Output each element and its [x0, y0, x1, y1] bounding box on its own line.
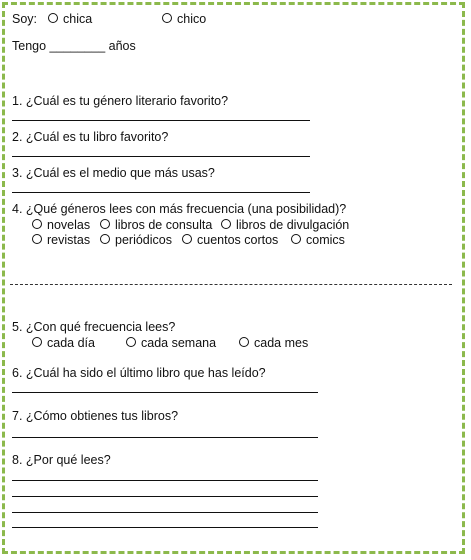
q4-option-label: novelas	[47, 218, 91, 232]
question-5: 5. ¿Con qué frecuencia lees?	[12, 320, 176, 334]
answer-line-1[interactable]	[12, 120, 310, 121]
question-2: 2. ¿Cuál es tu libro favorito?	[12, 130, 169, 144]
answer-line-3[interactable]	[12, 192, 310, 193]
q4-option-comics[interactable]	[291, 233, 345, 248]
question-7: 7. ¿Cómo obtienes tus libros?	[12, 409, 179, 423]
q5-option-cada-mes[interactable]	[239, 336, 308, 351]
question-8: 8. ¿Por qué lees?	[12, 453, 111, 467]
q4-option-novelas[interactable]	[32, 218, 90, 233]
radio-circle-icon[interactable]	[100, 234, 110, 244]
q4-option-cuentos-cortos[interactable]	[182, 233, 278, 248]
q4-option-label: libros de consulta	[115, 218, 213, 232]
answer-line-8a[interactable]	[12, 480, 318, 481]
answer-line-6[interactable]	[12, 392, 318, 393]
answer-line-2[interactable]	[12, 156, 310, 157]
radio-circle-icon[interactable]	[48, 13, 58, 23]
q5-option-label: cada semana	[141, 336, 217, 350]
radio-circle-icon[interactable]	[100, 219, 110, 229]
option-chico-label: chico	[177, 12, 207, 26]
question-3: 3. ¿Cuál es el medio que más usas?	[12, 166, 215, 180]
answer-line-8d[interactable]	[12, 527, 318, 528]
q4-option-revistas[interactable]	[32, 233, 90, 248]
q5-option-cada-dia[interactable]	[32, 336, 95, 351]
option-chico[interactable]	[162, 12, 206, 27]
radio-circle-icon[interactable]	[32, 219, 42, 229]
tengo-label: Tengo	[12, 39, 47, 53]
option-chica-label: chica	[63, 12, 93, 26]
radio-circle-icon[interactable]	[221, 219, 231, 229]
q4-option-libros-divulgacion[interactable]	[221, 218, 349, 233]
q5-option-cada-semana[interactable]	[126, 336, 216, 351]
soy-label: Soy:	[12, 12, 38, 26]
q4-option-label: libros de divulgación	[236, 218, 350, 232]
radio-circle-icon[interactable]	[32, 234, 42, 244]
section-separator	[10, 284, 452, 285]
question-4: 4. ¿Qué géneros lees con más frecuencia (una posibilidad)?	[12, 202, 347, 216]
q4-option-label: comics	[306, 233, 345, 247]
dashed-page-border	[2, 2, 465, 554]
question-1: 1. ¿Cuál es tu género literario favorito?	[12, 94, 229, 108]
answer-line-8c[interactable]	[12, 512, 318, 513]
radio-circle-icon[interactable]	[291, 234, 301, 244]
radio-circle-icon[interactable]	[239, 337, 249, 347]
q5-option-label: cada mes	[254, 336, 309, 350]
question-6: 6. ¿Cuál ha sido el último libro que has leído?	[12, 366, 266, 380]
tengo-line	[12, 39, 136, 54]
anos-label: años	[108, 39, 136, 53]
radio-circle-icon[interactable]	[162, 13, 172, 23]
radio-circle-icon[interactable]	[32, 337, 42, 347]
q4-option-libros-consulta[interactable]	[100, 218, 212, 233]
answer-line-7[interactable]	[12, 437, 318, 438]
q4-option-periodicos[interactable]	[100, 233, 172, 248]
q4-option-label: revistas	[47, 233, 91, 247]
q5-option-label: cada día	[47, 336, 95, 350]
q4-option-label: cuentos cortos	[197, 233, 279, 247]
q4-option-label: periódicos	[115, 233, 172, 247]
radio-circle-icon[interactable]	[126, 337, 136, 347]
age-blank[interactable]: ________	[49, 39, 106, 53]
answer-line-8b[interactable]	[12, 496, 318, 497]
option-chica[interactable]	[48, 12, 92, 27]
radio-circle-icon[interactable]	[182, 234, 192, 244]
